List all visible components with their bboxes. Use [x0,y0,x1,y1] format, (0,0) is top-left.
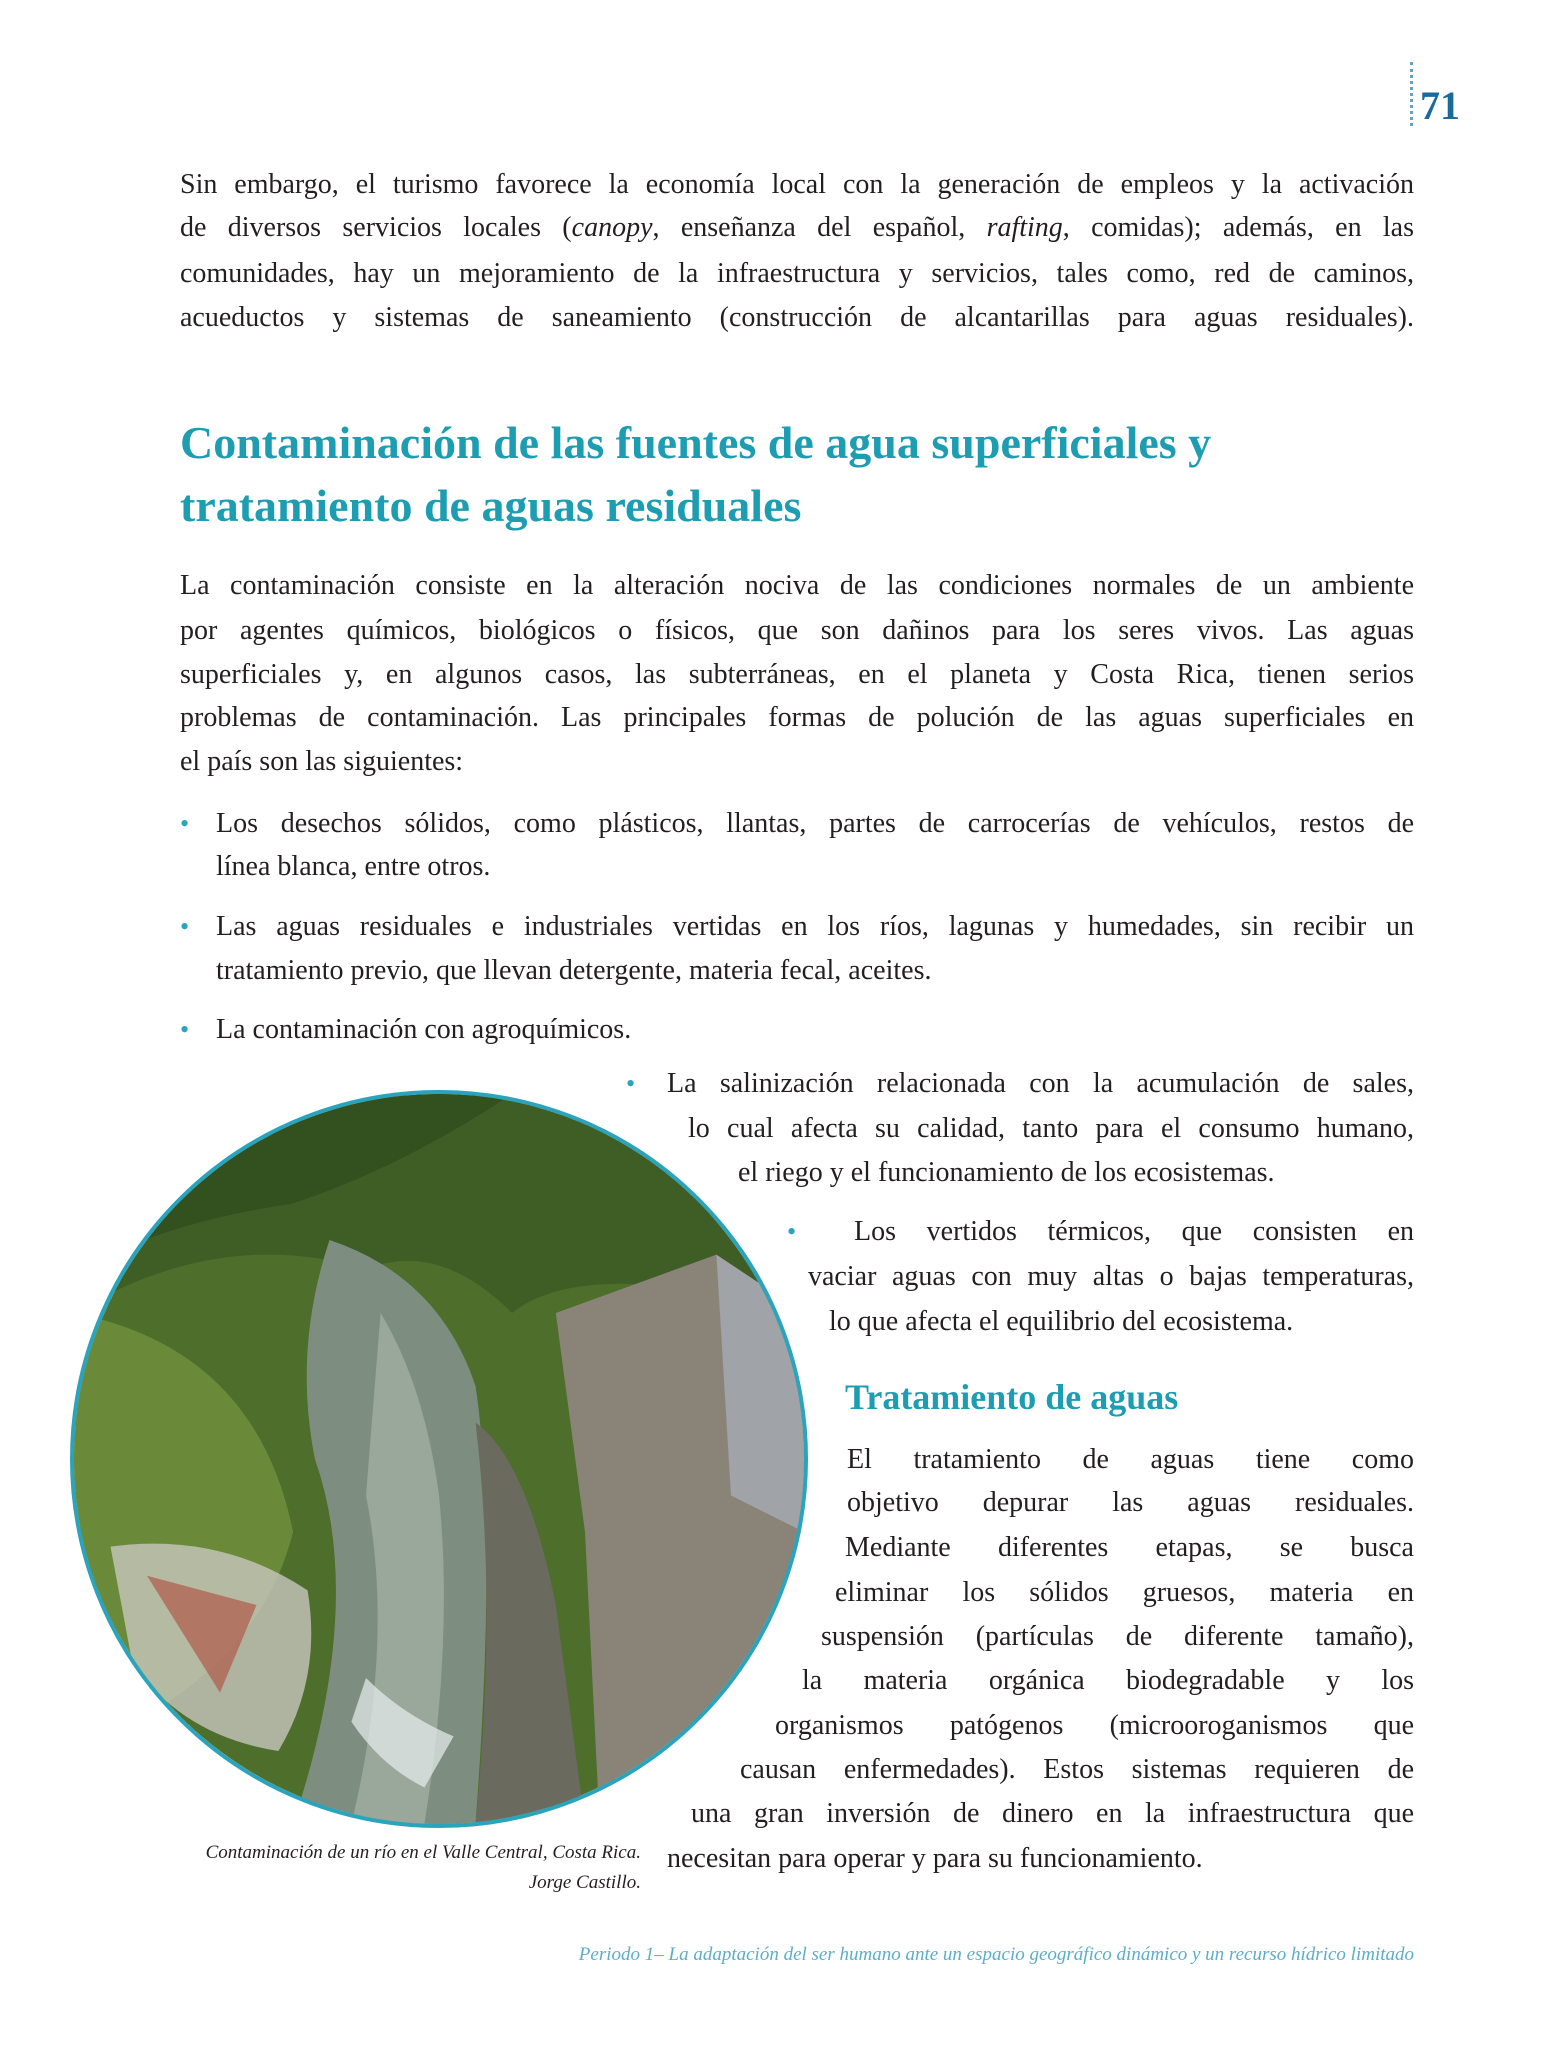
bullet-icon: • [787,1217,797,1246]
treatment-line: una gran inversión de dinero en la infraestructura que [691,1798,1414,1829]
treatment-line: eliminar los sólidos gruesos, materia en [835,1577,1414,1608]
bullet-icon: • [180,1015,190,1044]
photo-caption: Contaminación de un río en el Valle Central, Costa Rica. [205,1842,641,1863]
definition-line: La contaminación consiste en la alteración nociva de las condiciones normales de un ambiente [180,570,1414,601]
intro-line [180,206,1414,250]
section-heading: Contaminación de las fuentes de agua superficiales y [180,417,1212,468]
treatment-line: objetivo depurar las aguas residuales. [847,1487,1414,1518]
bullet-line: La contaminación con agroquímicos. [216,1014,632,1045]
river-pollution-photo [70,1090,808,1828]
treatment-line: Mediante diferentes etapas, se busca [845,1532,1414,1563]
italic-term: rafting [986,212,1063,243]
treatment-line: suspensión (partículas de diferente tamaño), [821,1621,1414,1652]
bullet-line: vaciar aguas con muy altas o bajas temperaturas, [808,1261,1414,1292]
bullet-line: La salinización relacionada con la acumulación de sales, [667,1068,1414,1099]
bullet-line: tratamiento previo, que llevan detergente, materia fecal, aceites. [216,955,932,986]
definition-line: superficiales y, en algunos casos, las subterráneas, en el planeta y Costa Rica, tienen serios [180,659,1414,690]
definition-line: problemas de contaminación. Las principales formas de polución de las aguas superficiales en [180,702,1414,733]
photo-credit: Jorge Castillo. [528,1872,641,1893]
bullet-line: lo que afecta el equilibrio del ecosistema. [829,1306,1294,1337]
intro-line: comunidades, hay un mejoramiento de la infraestructura y servicios, tales como, red de caminos, [180,258,1414,289]
text: de diversos servicios locales ( [180,212,572,243]
treatment-line: necesitan para operar y para su funcionamiento. [667,1843,1203,1874]
bullet-icon: • [180,912,190,941]
bullet-line: Los vertidos térmicos, que consisten en [854,1216,1414,1247]
treatment-line: la materia orgánica biodegradable y los [802,1665,1414,1696]
page-number: 71 [1420,83,1460,128]
bullet-line: Las aguas residuales e industriales vertidas en los ríos, lagunas y humedades, sin recibir un [216,911,1414,942]
text: , comidas); además, en las [1062,212,1414,243]
treatment-line: causan enfermedades). Estos sistemas requieren de [740,1754,1414,1785]
page-footer: Periodo 1– La adaptación del ser humano ante un espacio geográfico dinámico y un recurso hídrico limitado [578,1944,1414,1965]
subheading: Tratamiento de aguas [845,1377,1179,1417]
text: , enseñanza del español, [652,212,987,243]
intro-line: Sin embargo, el turismo favorece la economía local con la generación de empleos y la activación [180,169,1414,200]
bullet-line: lo cual afecta su calidad, tanto para el consumo humano, [688,1113,1414,1144]
page-number-divider [1410,62,1413,126]
bullet-icon: • [626,1069,636,1098]
definition-line: el país son las siguientes: [180,746,464,777]
treatment-line: El tratamiento de aguas tiene como [847,1444,1414,1475]
intro-line: acueductos y sistemas de saneamiento (construcción de alcantarillas para aguas residuales). [180,302,1414,333]
bullet-line: el riego y el funcionamiento de los ecosistemas. [738,1157,1275,1188]
italic-term: canopy [571,212,653,243]
definition-line: por agentes químicos, biológicos o físicos, que son dañinos para los seres vivos. Las aguas [180,615,1414,646]
treatment-line: organismos patógenos (microoroganismos que [775,1710,1414,1741]
bullet-line: línea blanca, entre otros. [216,851,491,882]
bullet-line: Los desechos sólidos, como plásticos, llantas, partes de carrocerías de vehículos, restos de [216,808,1414,839]
section-heading: tratamiento de aguas residuales [180,480,802,531]
bullet-icon: • [180,809,190,838]
